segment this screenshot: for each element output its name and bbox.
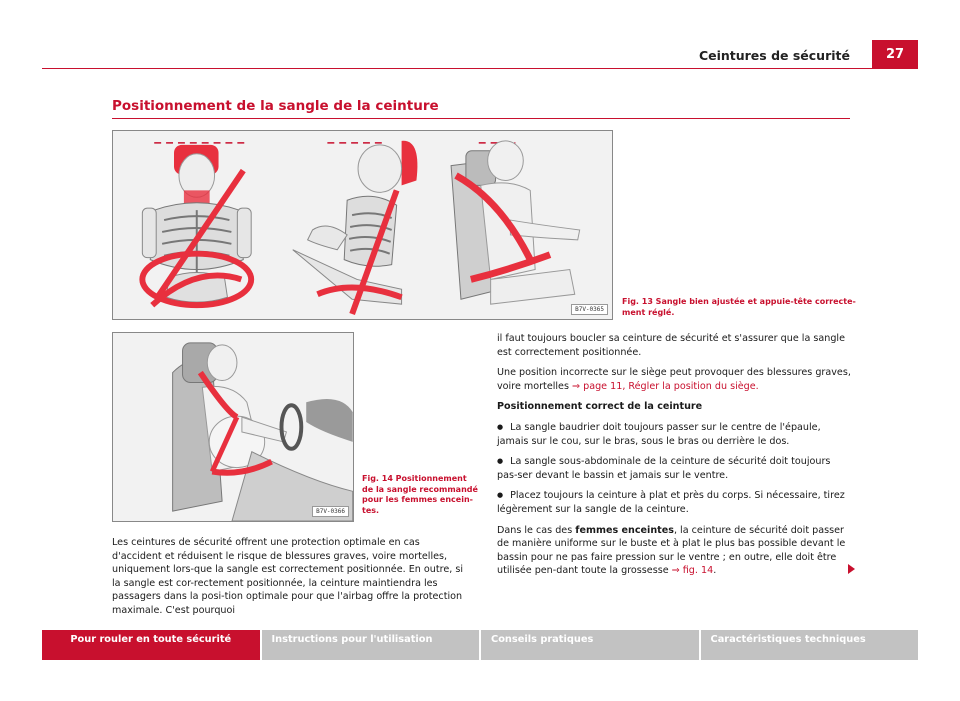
left-column-text (112, 536, 464, 625)
figure-13-caption-line1: Fig. 13 Sangle bien ajustée et appuie-tête correcte- (622, 297, 856, 306)
page-11-reference-link[interactable]: ⇒ page 11, Régler la position du siège. (572, 380, 759, 392)
figure-14-caption-line4: tes. (362, 505, 380, 515)
footer-nav (42, 630, 918, 660)
figure-14-caption-line2: de la sangle recommandé (362, 484, 478, 494)
footer-tab-technical-specs[interactable]: Caractéristiques techniques (701, 630, 919, 660)
running-header-title: Ceintures de sécurité (698, 48, 850, 63)
subheading-correct-positioning: Positionnement correct de la ceinture (497, 401, 703, 413)
final-paragraph-emphasis: femmes enceintes (575, 524, 674, 536)
bullet-item-1: ● La sangle baudrier doit toujours passer sur le centre de l'épaule, jamais sur le cou, sur le bras, sous le bras ou derrière le dos. (497, 421, 852, 448)
seated-occupant-figure (451, 141, 580, 304)
page-number: 27 (872, 40, 918, 68)
final-paragraph-end: . (713, 565, 717, 577)
final-paragraph-post: , la ceinture de sécurité doit passer de manière uniforme sur le buste et à plat le plus bas possible devant le bassin pour ne pas faire pression sur le ventre ; en outre, elle doit être utilisée pen-dant toute la grossesse (497, 524, 846, 577)
figure-13-illustration (112, 130, 613, 320)
side-view-figure (293, 141, 418, 314)
bullet-item-3: ● Placez toujours la ceinture à plat et près du corps. Si nécessaire, tirez légèrement sur la sangle de la ceinture. (497, 489, 852, 516)
pregnant-women-paragraph (497, 524, 852, 578)
front-view-figure (142, 145, 251, 305)
fig-14-reference-link[interactable]: ⇒ fig. 14 (671, 565, 714, 577)
figure-14-caption (362, 474, 478, 516)
final-paragraph-pre: Dans le cas des (497, 524, 576, 536)
header-rule (42, 68, 918, 69)
paragraph-2 (497, 366, 852, 393)
pregnant-driver-svg (113, 333, 353, 521)
figure-14-caption-line3: pour les femmes encein- (362, 495, 473, 504)
seatbelt-diagrams-svg (113, 131, 612, 319)
figure-13-caption (622, 297, 856, 318)
figure-14-caption-line1: Fig. 14 Positionnement (362, 474, 467, 483)
paragraph-1: il faut toujours boucler sa ceinture de sécurité et s'assurer que la sangle est correctement positionnée. (497, 333, 845, 358)
footer-tab-safety[interactable]: Pour rouler en toute sécurité (42, 630, 260, 660)
intro-paragraph: Les ceintures de sécurité offrent une protection optimale en cas d'accident et réduisent le risque de blessures graves, voire mortelles, uniquement lors-que la sangle est correctement positionnée. En outre, si la sangle est cor-rectement positionnée, la ceinture maintiendra les passagers dans la posi-tion optimale pour que l'airbag offre la protection maximale. C'est pourquoi (112, 537, 463, 616)
figure-14-illustration (112, 332, 354, 522)
continue-arrow-icon (848, 564, 855, 574)
figure-14-code: B7V-0366 (312, 506, 349, 517)
section-rule (112, 118, 850, 119)
footer-tab-practical-tips[interactable]: Conseils pratiques (481, 630, 699, 660)
section-title: Positionnement de la sangle de la ceinture (112, 98, 439, 114)
right-column-text (497, 332, 852, 585)
figure-13-caption-line2: ment réglé. (622, 307, 675, 317)
footer-tab-instructions[interactable]: Instructions pour l'utilisation (262, 630, 480, 660)
figure-13-code: B7V-0365 (571, 304, 608, 315)
bullet-item-2: ● La sangle sous-abdominale de la ceinture de sécurité doit toujours pas-ser devant le bassin et jamais sur le ventre. (497, 455, 852, 482)
paragraph-2-text: Une position incorrecte sur le siège peut provoquer des blessures graves, voire mortelles (497, 367, 851, 392)
